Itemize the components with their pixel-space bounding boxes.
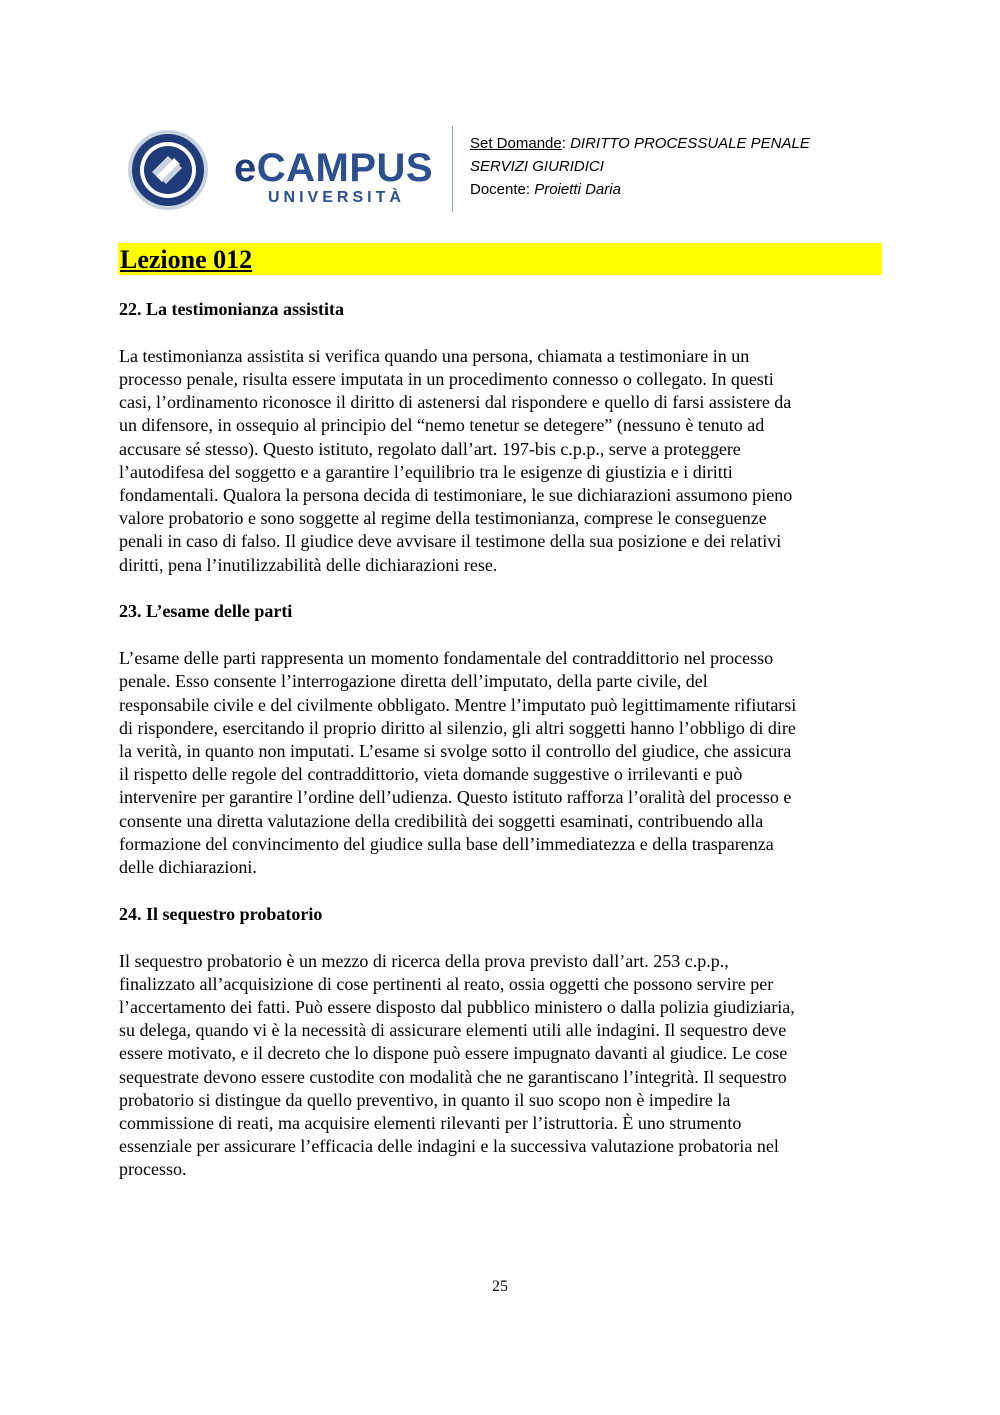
set-domande-line-2 [470, 155, 810, 178]
section-heading: 23. L’esame delle parti [119, 601, 293, 622]
section-paragraph: La testimonianza assistita si verifica quando una persona, chiamata a testimoniare in un processo penale, risulta essere imputata in un procedimento connesso o collegato. In questi casi, l’ordinamento riconosce il diritto di astenersi dal rispondere e quello di farsi assistere da un difensore, in ossequio al principio del “nemo tenetur se detegere” (nessuno è tenuto ad accusare sé stesso). Questo istituto, regolato dall’art. 197-bis c.p.p., serve a proteggere l’autodifesa del soggetto e a garantire l’equilibrio tra le esigenze di giustizia e i diritti fondamentali. Qualora la persona decida di testimoniare, le sue dichiarazioni assumono pieno valore probatorio e sono soggette al regime della testimonianza, comprese le conseguenze penali in caso di falso. Il giudice deve avvisare il testimone della sua posizione e dei relativi diritti, pena l’inutilizzabilità delle dichiarazioni rese. [119, 345, 793, 575]
set-domande-value-2: SERVIZI GIURIDICI [470, 158, 604, 175]
set-domande-line: Set Domande: DIRITTO PROCESSUALE PENALE [470, 135, 810, 152]
lesson-title-highlight [118, 243, 882, 275]
section-heading: 22. La testimonianza assistita [119, 299, 344, 319]
university-seal-logo [122, 128, 218, 212]
docente-value: Proietti Daria [534, 181, 621, 198]
wordmark-ecampus [234, 148, 433, 188]
section-heading: 24. Il sequestro probatorio [119, 903, 323, 924]
wordmark-universita: UNIVERSITÀ [268, 189, 405, 206]
set-domande-value: DIRITTO PROCESSUALE PENALE [570, 135, 810, 152]
course-info [470, 132, 810, 201]
docente-label: Docente [470, 181, 526, 198]
section-paragraph: Il sequestro probatorio è un mezzo di ricerca della prova previsto dall’art. 253 c.p.p., finalizzato all’acquisizione di cose pertinenti al reato, ossia oggetti che possono servire per l’accertamento dei fatti. Può essere disposto dal pubblico ministero o dalla polizia giudiziaria, su delega, quando vi è la necessità di assicurare elementi utili alle indagini. Il sequestro deve essere motivato, e il decreto che lo dispone può essere impugnato davanti al giudice. Le cose sequestrate devono essere custodite con modalità che ne garantiscano l’integrità. Il sequestro probatorio si distingue da quello preventivo, in quanto il suo scopo non è impedire la commissione di reati, ma acquisire elementi rilevanti per l’istruttoria. È uno strumento essenziale per assicurare l’efficacia delle indagini e la successiva valutazione probatoria nel processo. [119, 950, 795, 1180]
wordmark-e: e [234, 146, 257, 190]
section-paragraph: L’esame delle parti rappresenta un momento fondamentale del contraddittorio nel processo penale. Esso consente l’interrogazione diretta dell’imputato, della parte civile, del responsabile civile e del civilmente obbligato. Mentre l’imputato può legittimamente rifiutarsi di rispondere, esercitando il proprio diritto al silenzio, gli altri soggetti hanno l’obbligo di dire la verità, in quanto non imputati. L’esame si svolge sotto il controllo del giudice, che assicura il rispetto delle regole del contraddittorio, vieta domande suggestive o irrilevanti e può intervenire per garantire l’ordine dell’udienza. Questo istituto rafforza l’oralità del processo e consente una diretta valutazione della credibilità dei soggetti esaminati, contribuendo alla formazione del convincimento del giudice sulla base dell’immediatezza e della trasparenza delle dichiarazioni. [119, 648, 797, 878]
header-divider [452, 126, 453, 212]
document-body [119, 298, 889, 1182]
page-number: 25 [492, 1278, 508, 1295]
lesson-title: Lezione 012 [120, 245, 253, 274]
wordmark-campus: CAMPUS [256, 146, 434, 190]
set-domande-label: Set Domande [470, 135, 562, 152]
document-header [122, 124, 892, 214]
docente-line: Docente: Proietti Daria [470, 181, 621, 198]
